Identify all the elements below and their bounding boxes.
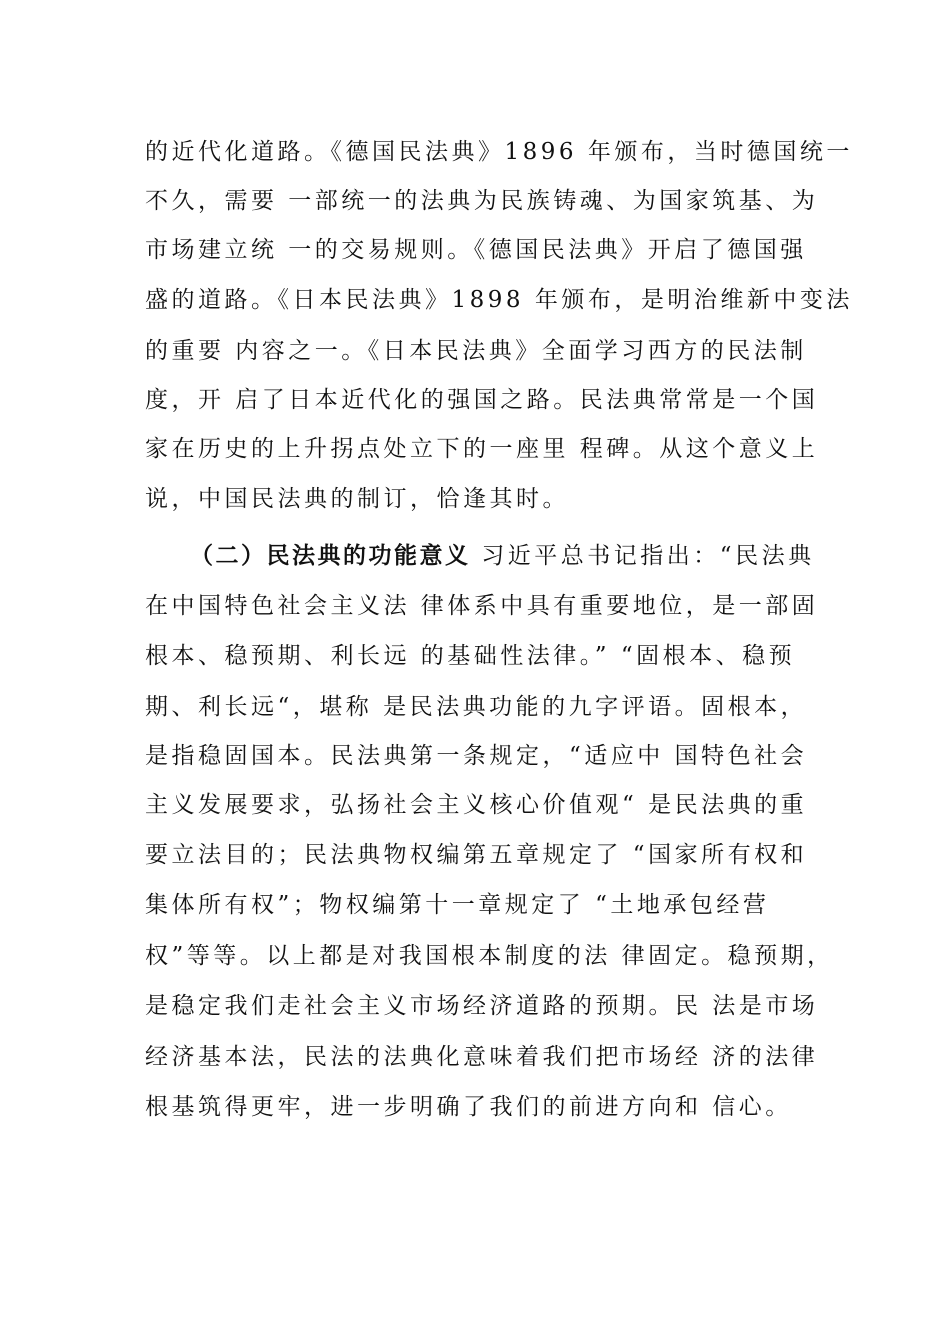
paragraph2-line-5: 是指稳固国本。民法典第一条规定，“适应中 国特色社会 (145, 743, 808, 769)
paragraph2-line-2: 在中国特色社会主义法 律体系中具有重要地位，是一部固 (145, 593, 819, 619)
paragraph2-line-9: 权”等等。以上都是对我国根本制度的法 律固定。稳预期， (145, 943, 834, 969)
paragraph2-line-11: 经济基本法，民法的法典化意味着我们把市场经 济的法律 (145, 1044, 819, 1070)
paragraph2-line-10: 是稳定我们走社会主义市场经济道路的预期。民 法是市场 (145, 993, 819, 1019)
paragraph1-line-1: 的近代化道路。《德国民法典》1896 年颁布，当时德国统一 (145, 139, 853, 165)
paragraph1-line-5: 的重要 内容之一。《日本民法典》全面学习西方的民法制 (145, 338, 807, 364)
paragraph2-first-line (190, 541, 815, 571)
paragraph2-first-line-text: 习近平总书记指出：“民法典 (470, 543, 815, 569)
paragraph2-line-3: 根本、稳预期、利长远 的基础性法律。” “固根本、稳预 (145, 643, 796, 669)
paragraph1-line-8: 说，中国民法典的制订，恰逢其时。 (145, 486, 569, 512)
paragraph2-line-7: 要立法目的；民法典物权编第五章规定了 “国家所有权和 (145, 842, 808, 868)
paragraph1-line-3: 市场建立统 一的交易规则。《德国民法典》开启了德国强 (145, 237, 807, 263)
paragraph2-line-6: 主义发展要求，弘扬社会主义核心价值观“ 是民法典的重 (145, 792, 808, 818)
paragraph1-line-4: 盛的道路。《日本民法典》1898 年颁布，是明治维新中变法 (145, 287, 853, 313)
paragraph2-line-12: 根基筑得更牢，进一步明确了我们的前进方向和 信心。 (145, 1094, 792, 1120)
paragraph1-line-7: 家在历史的上升拐点处立下的一座里 程碑。从这个意义上 (145, 436, 819, 462)
paragraph1-line-6: 度，开 启了日本近代化的强国之路。民法典常常是一个国 (145, 387, 819, 413)
section-heading: （二）民法典的功能意义 (190, 542, 471, 569)
paragraph2-line-4: 期、利长远“，堪称 是民法典功能的九字评语。固根本， (145, 694, 808, 720)
paragraph1-line-2: 不久，需要 一部统一的法典为民族铸魂、为国家筑基、为 (145, 188, 819, 214)
paragraph2-line-8: 集体所有权”；物权编第十一章规定了 “土地承包经营 (145, 892, 770, 918)
